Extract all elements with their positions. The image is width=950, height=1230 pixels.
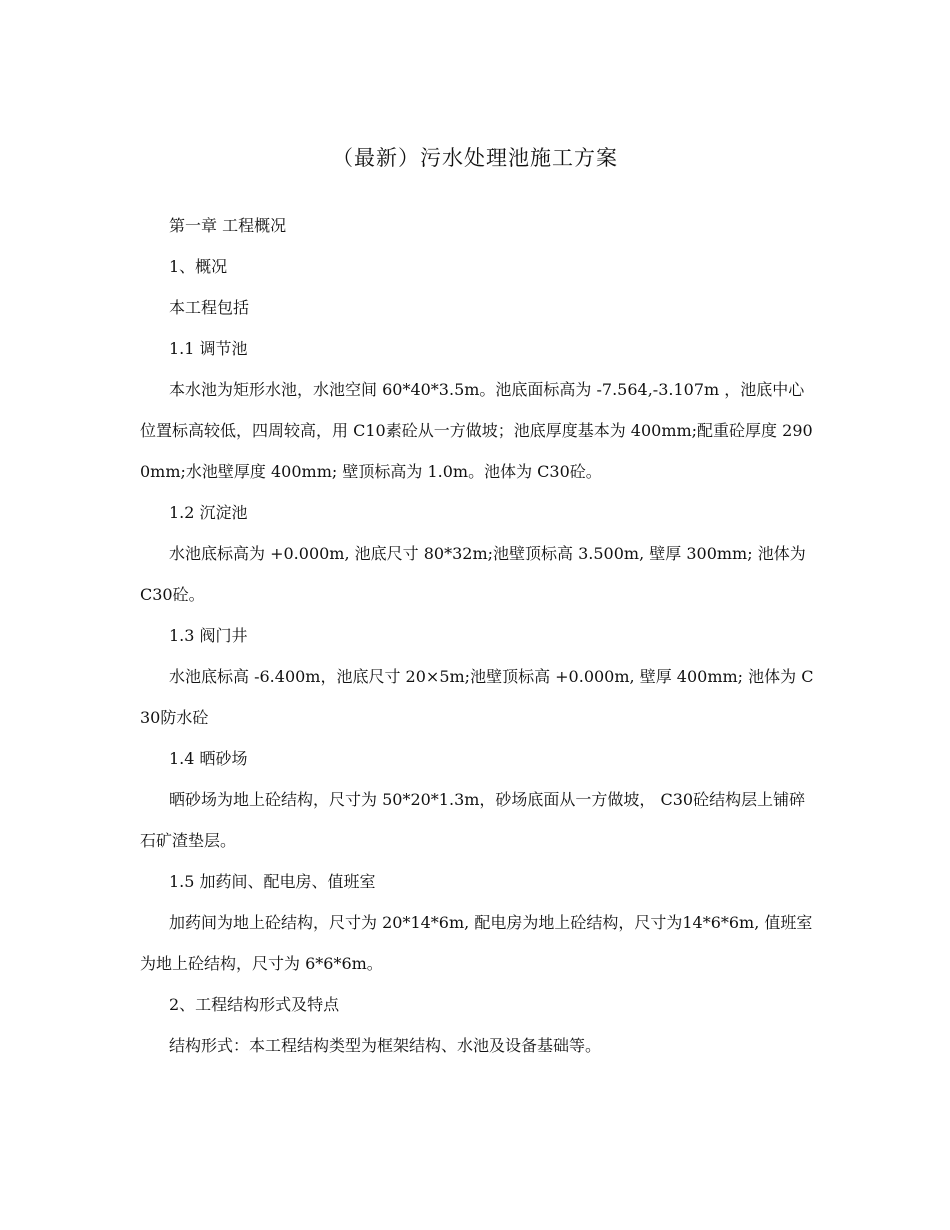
subsection-heading: 1.5 加药间、配电房、值班室 xyxy=(169,872,376,891)
chapter-heading: 第一章 工程概况 xyxy=(169,216,287,235)
document-title: （最新）污水处理池施工方案 xyxy=(332,146,618,170)
body-paragraph: 本水池为矩形水池，水池空间 60*40*3.5m。池底面标高为 -7.564,-3.107m ，池底中心位置标高较低，四周较高，用 C10素砼从一方做坡；池底厚度基本为 400mm;配重砼厚度 2900mm;水池壁厚度 400mm; 壁顶标高为 1.0m。池体为 C30砼。 xyxy=(140,380,813,481)
section-heading: 2、工程结构形式及特点 xyxy=(169,995,340,1014)
body-paragraph: 水池底标高 -6.400m，池底尺寸 20×5m;池壁顶标高 +0.000m, 壁厚 400mm; 池体为 C30防水砼 xyxy=(140,667,814,727)
subsection-heading: 1.2 沉淀池 xyxy=(169,503,248,522)
document-body xyxy=(140,205,820,1066)
body-paragraph: 结构形式：本工程结构类型为框架结构、水池及设备基础等。 xyxy=(169,1036,602,1055)
subsection-heading: 1.4 晒砂场 xyxy=(169,749,248,768)
body-paragraph: 加药间为地上砼结构，尺寸为 20*14*6m, 配电房为地上砼结构，尺寸为14*6*6m, 值班室为地上砼结构，尺寸为 6*6*6m。 xyxy=(140,913,813,973)
body-paragraph: 本工程包括 xyxy=(169,298,250,317)
subsection-heading: 1.3 阀门井 xyxy=(169,626,248,645)
body-paragraph: 水池底标高为 +0.000m, 池底尺寸 80*32m;池壁顶标高 3.500m, 壁厚 300mm; 池体为 C30砼。 xyxy=(140,544,806,604)
subsection-heading: 1.1 调节池 xyxy=(169,339,248,358)
body-paragraph: 晒砂场为地上砼结构，尺寸为 50*20*1.3m，砂场底面从一方做坡， C30砼结构层上铺碎石矿渣垫层。 xyxy=(140,790,806,850)
section-heading: 1、概况 xyxy=(169,257,228,276)
